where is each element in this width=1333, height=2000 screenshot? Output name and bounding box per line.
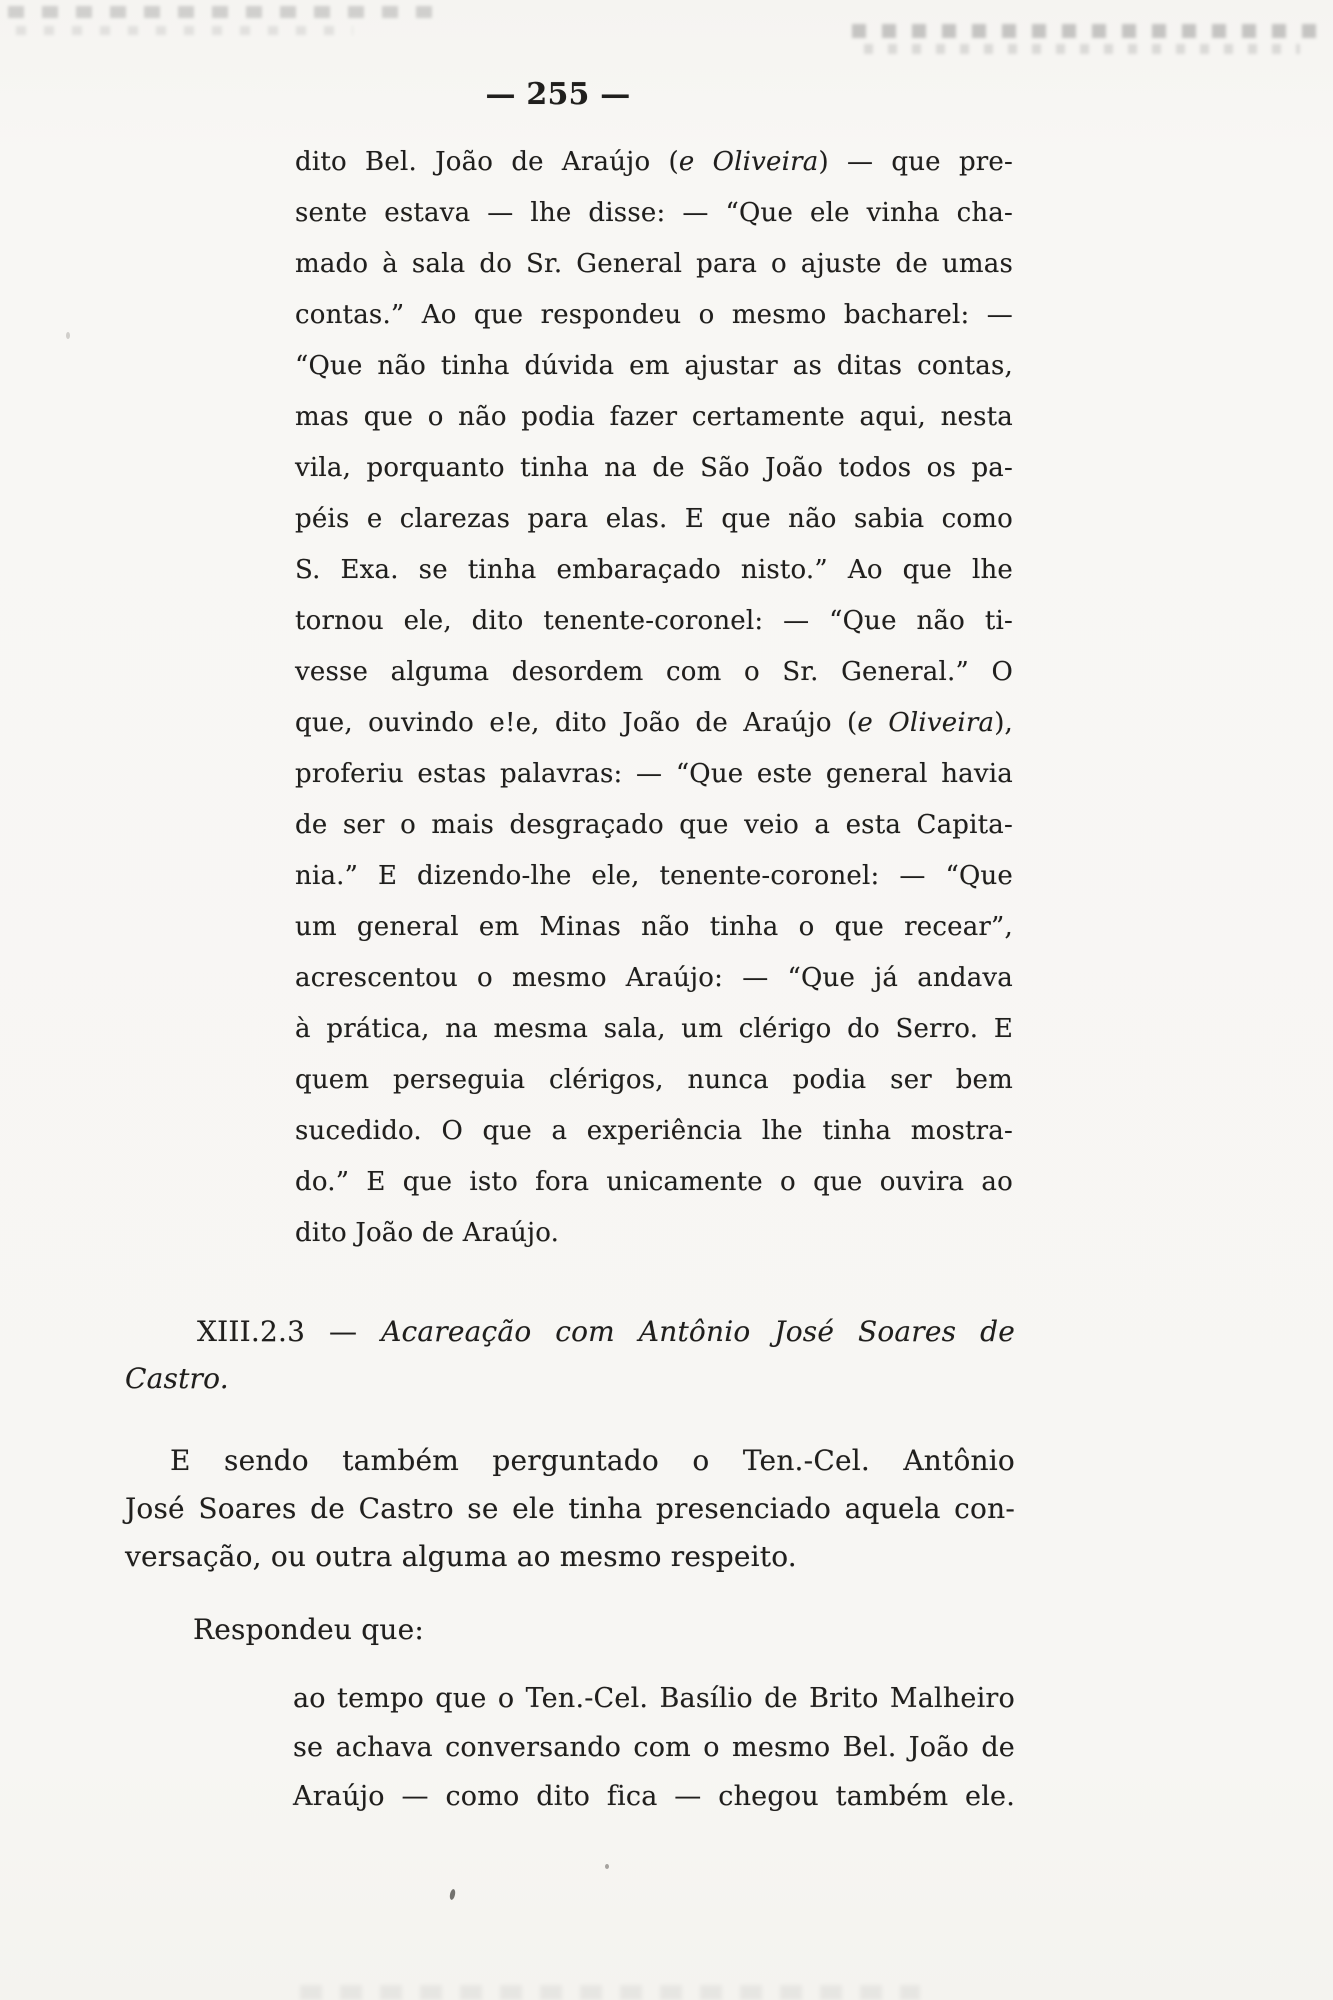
text-segment: quem perseguia clérigos, nunca podia ser bem: [295, 1065, 1013, 1095]
text-line: [295, 341, 1013, 392]
text-segment: S. Exa. se tinha embaraçado nisto.” Ao que lhe: [295, 555, 1013, 585]
text-segment: mas que o não podia fazer certamente aqui, nesta: [295, 402, 1013, 432]
scan-smudge-top-left: [8, 4, 440, 42]
section-number: XIII.2.3 —: [197, 1315, 382, 1348]
blockquote-testimony-1-final-line: dito João de Araújo.: [295, 1218, 560, 1248]
text-line: [295, 392, 1013, 443]
text-line: [125, 1485, 1015, 1533]
section-title-continuation: Castro.: [125, 1362, 229, 1395]
text-segment: José Soares de Castro se ele tinha presenciado aquela con-: [125, 1492, 1015, 1525]
text-line: [295, 494, 1013, 545]
text-segment: sucedido. O que a experiência lhe tinha mostra-: [295, 1116, 1013, 1146]
text-segment: acrescentou o mesmo Araújo: — “Que já andava: [295, 963, 1013, 993]
text-line: [295, 545, 1013, 596]
text-line: [293, 1674, 1015, 1723]
text-segment: do.” E que isto fora unicamente o que ouvira ao: [295, 1167, 1013, 1197]
text-segment: ) — que pre-: [818, 147, 1014, 177]
blockquote-testimony-1: [295, 137, 1013, 1208]
page-number: — 255 —: [485, 77, 631, 112]
text-segment: ),: [994, 708, 1013, 738]
text-segment: se achava conversando com o mesmo Bel. João de: [293, 1732, 1015, 1763]
text-segment: vesse alguma desordem com o Sr. General.” O: [295, 657, 1013, 687]
text-line: [295, 188, 1013, 239]
scan-speck: [605, 1864, 609, 1869]
text-line: [295, 749, 1013, 800]
text-line: [293, 1723, 1015, 1772]
text-segment: que, ouvindo e!e, dito João de Araújo (: [295, 708, 858, 738]
text-segment: proferiu estas palavras: — “Que este general havia: [295, 759, 1013, 789]
text-segment: e Oliveira: [857, 708, 995, 738]
text-line: [295, 1004, 1013, 1055]
text-segment: contas.” Ao que respondeu o mesmo bacharel: —: [295, 300, 1013, 330]
text-line: [293, 1772, 1015, 1821]
paragraph-respondeu: Respondeu que:: [193, 1613, 425, 1646]
text-segment: à prática, na mesma sala, um clérigo do Serro. E: [295, 1014, 1013, 1044]
text-line: [295, 902, 1013, 953]
scan-smudge-top-right: [852, 20, 1326, 62]
blockquote-testimony-2: [293, 1674, 1015, 1821]
paragraph-questioning: [125, 1437, 1015, 1533]
text-segment: Araújo — como dito fica — chegou também ele.: [293, 1781, 1015, 1812]
text-segment: “Que não tinha dúvida em ajustar as ditas contas,: [295, 351, 1013, 381]
section-heading: [125, 1308, 1015, 1402]
text-segment: péis e clarezas para elas. E que não sabia como: [295, 504, 1013, 534]
text-line: [295, 1106, 1013, 1157]
text-segment: mado à sala do Sr. General para o ajuste de umas: [295, 249, 1013, 279]
text-segment: vila, porquanto tinha na de São João todos os pa-: [295, 453, 1013, 483]
text-line: [125, 1437, 1015, 1485]
text-line: [295, 137, 1013, 188]
text-segment: e Oliveira: [678, 147, 819, 177]
text-line: [295, 1157, 1013, 1208]
text-line: [295, 698, 1013, 749]
text-line: [295, 851, 1013, 902]
text-segment: E sendo também perguntado o Ten.-Cel. Antônio: [170, 1444, 1015, 1477]
section-title: Acareação com Antônio José Soares de: [381, 1315, 1015, 1348]
paragraph-questioning-final-line: versação, ou outra alguma ao mesmo respeito.: [125, 1540, 797, 1573]
text-line: [295, 953, 1013, 1004]
text-segment: dito Bel. João de Araújo (: [295, 147, 679, 177]
text-segment: um general em Minas não tinha o que recear”,: [295, 912, 1013, 942]
scan-speck: [66, 332, 70, 339]
scan-speck: [449, 1889, 456, 1901]
text-segment: ao tempo que o Ten.-Cel. Basílio de Brito Malheiro: [293, 1683, 1015, 1714]
text-line: [295, 800, 1013, 851]
text-line: [295, 239, 1013, 290]
text-line: [295, 647, 1013, 698]
section-heading-line: [125, 1308, 1015, 1355]
text-segment: sente estava — lhe disse: — “Que ele vinha cha-: [295, 198, 1013, 228]
scan-smudge-bottom: [300, 1985, 920, 2000]
text-segment: tornou ele, dito tenente-coronel: — “Que não ti-: [295, 606, 1013, 636]
text-line: [295, 1055, 1013, 1106]
text-line: [295, 443, 1013, 494]
text-segment: de ser o mais desgraçado que veio a esta Capita-: [295, 810, 1013, 840]
text-line: [295, 596, 1013, 647]
text-line: [295, 290, 1013, 341]
text-segment: nia.” E dizendo-lhe ele, tenente-coronel: — “Que: [295, 861, 1013, 891]
